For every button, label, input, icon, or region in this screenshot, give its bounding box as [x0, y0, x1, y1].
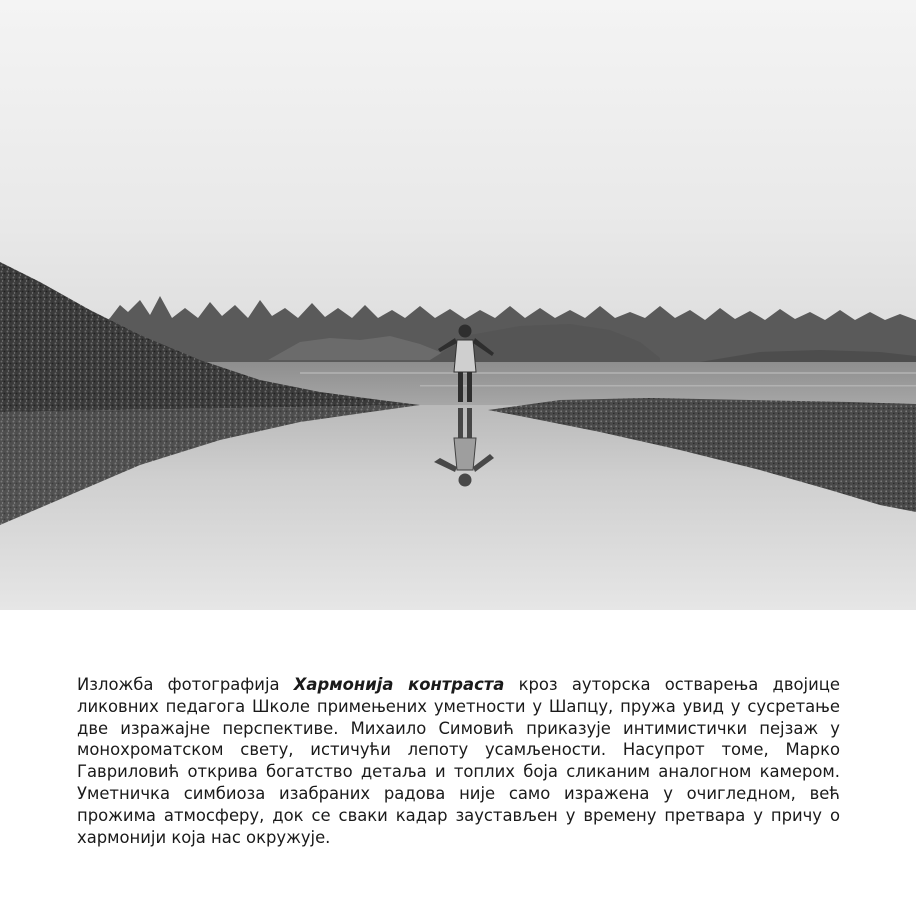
article-text-intro: Изложба фотографија: [77, 675, 294, 694]
exhibition-title: Хармонија контраста: [293, 675, 505, 694]
article-paragraph: [77, 674, 840, 848]
article-text-body: кроз ауторска остварења двојице ликовних педагога Школе примењених уметности у Шапцу, пружа увид у сусретање две изражајне перспективе. Михаило Симовић приказује интимистички пејзаж у монохроматском свету, истичући лепоту усамљености. Насупрот томе, Марко Гавриловић открива богатство детаља и топлих боја сликаним аналогном камером. Уметничка симбиоза изабраних радова није само изражена у очигледном, већ прожима атмосферу, док се сваки кадар заустављен у времену претвара у причу о хармонији која нас окружује.: [77, 675, 841, 847]
